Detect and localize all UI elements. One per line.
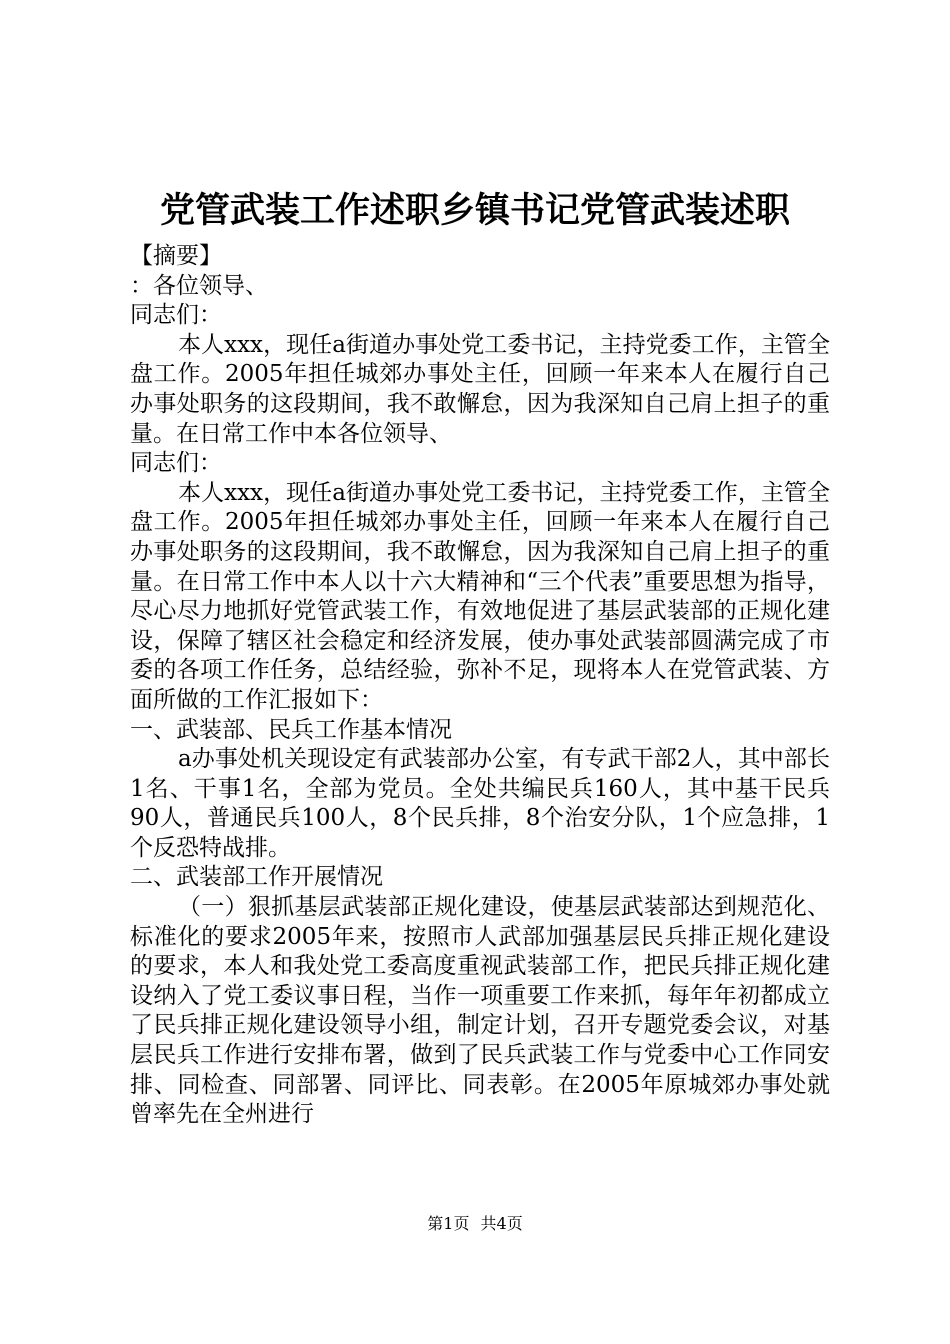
salutation-line: 同志们： xyxy=(130,450,222,477)
body-paragraph: （一）狠抓基层武装部正规化建设，使基层武装部达到规范化、标准化的要求2005年来，按照市人武部加强基层民兵排正规化建设的要求，本人和我处党工委高度重视武装部工作，把民兵排正规化建设纳入了党工委议事日程，当作一项重要工作来抓，每年年初都成立了民兵排正规化建设领导小组，制定计划，召开专题党委会议，对基层民兵工作进行安排布署，做到了民兵武装工作与党委中心工作同安排、同检查、同部署、同评比、同表彰。在2005年原城郊办事处就曾率先在全州进行 xyxy=(130,894,830,1128)
page-total: 共4页 xyxy=(480,1214,523,1233)
page-number: 第1页 xyxy=(427,1214,470,1233)
body-paragraph: 本人xxx，现任a街道办事处党工委书记，主持党委工作，主管全盘工作。2005年担任城郊办事处主任，回顾一年来本人在履行自己办事处职务的这段期间，我不敢懈怠，因为我深知自己肩上担子的重量。在日常工作中本各位领导、 xyxy=(130,331,830,447)
section-heading: 二、武装部工作开展情况 xyxy=(130,864,383,891)
document-title: 党管武装工作述职乡镇书记党管武装述职 xyxy=(159,190,790,231)
document-body xyxy=(130,242,830,1130)
page-footer xyxy=(0,1212,950,1236)
section-heading: 一、武装部、民兵工作基本情况 xyxy=(130,716,452,743)
body-paragraph: a办事处机关现设定有武装部办公室，有专武干部2人，其中部长1名、干事1名，全部为党员。全处共编民兵160人，其中基干民兵90人，普通民兵100人，8个民兵排，8个治安分队，1个应急排，1个反恐特战排。 xyxy=(130,746,830,861)
salutation-line: ：各位领导、 xyxy=(130,272,268,299)
abstract-label: 【摘要】 xyxy=(130,243,222,269)
salutation-line: 同志们： xyxy=(130,302,222,329)
body-paragraph: 本人xxx，现任a街道办事处党工委书记，主持党委工作，主管全盘工作。2005年担任城郊办事处主任，回顾一年来本人在履行自己办事处职务的这段期间，我不敢懈怠，因为我深知自己肩上担子的重量。在日常工作中本人以十六大精神和“三个代表”重要思想为指导，尽心尽力地抓好党管武装工作，有效地促进了基层武装部的正规化建设，保障了辖区社会稳定和经济发展，使办事处武装部圆满完成了市委的各项工作任务，总结经验，弥补不足，现将本人在党管武装、方面所做的工作汇报如下： xyxy=(130,479,830,713)
